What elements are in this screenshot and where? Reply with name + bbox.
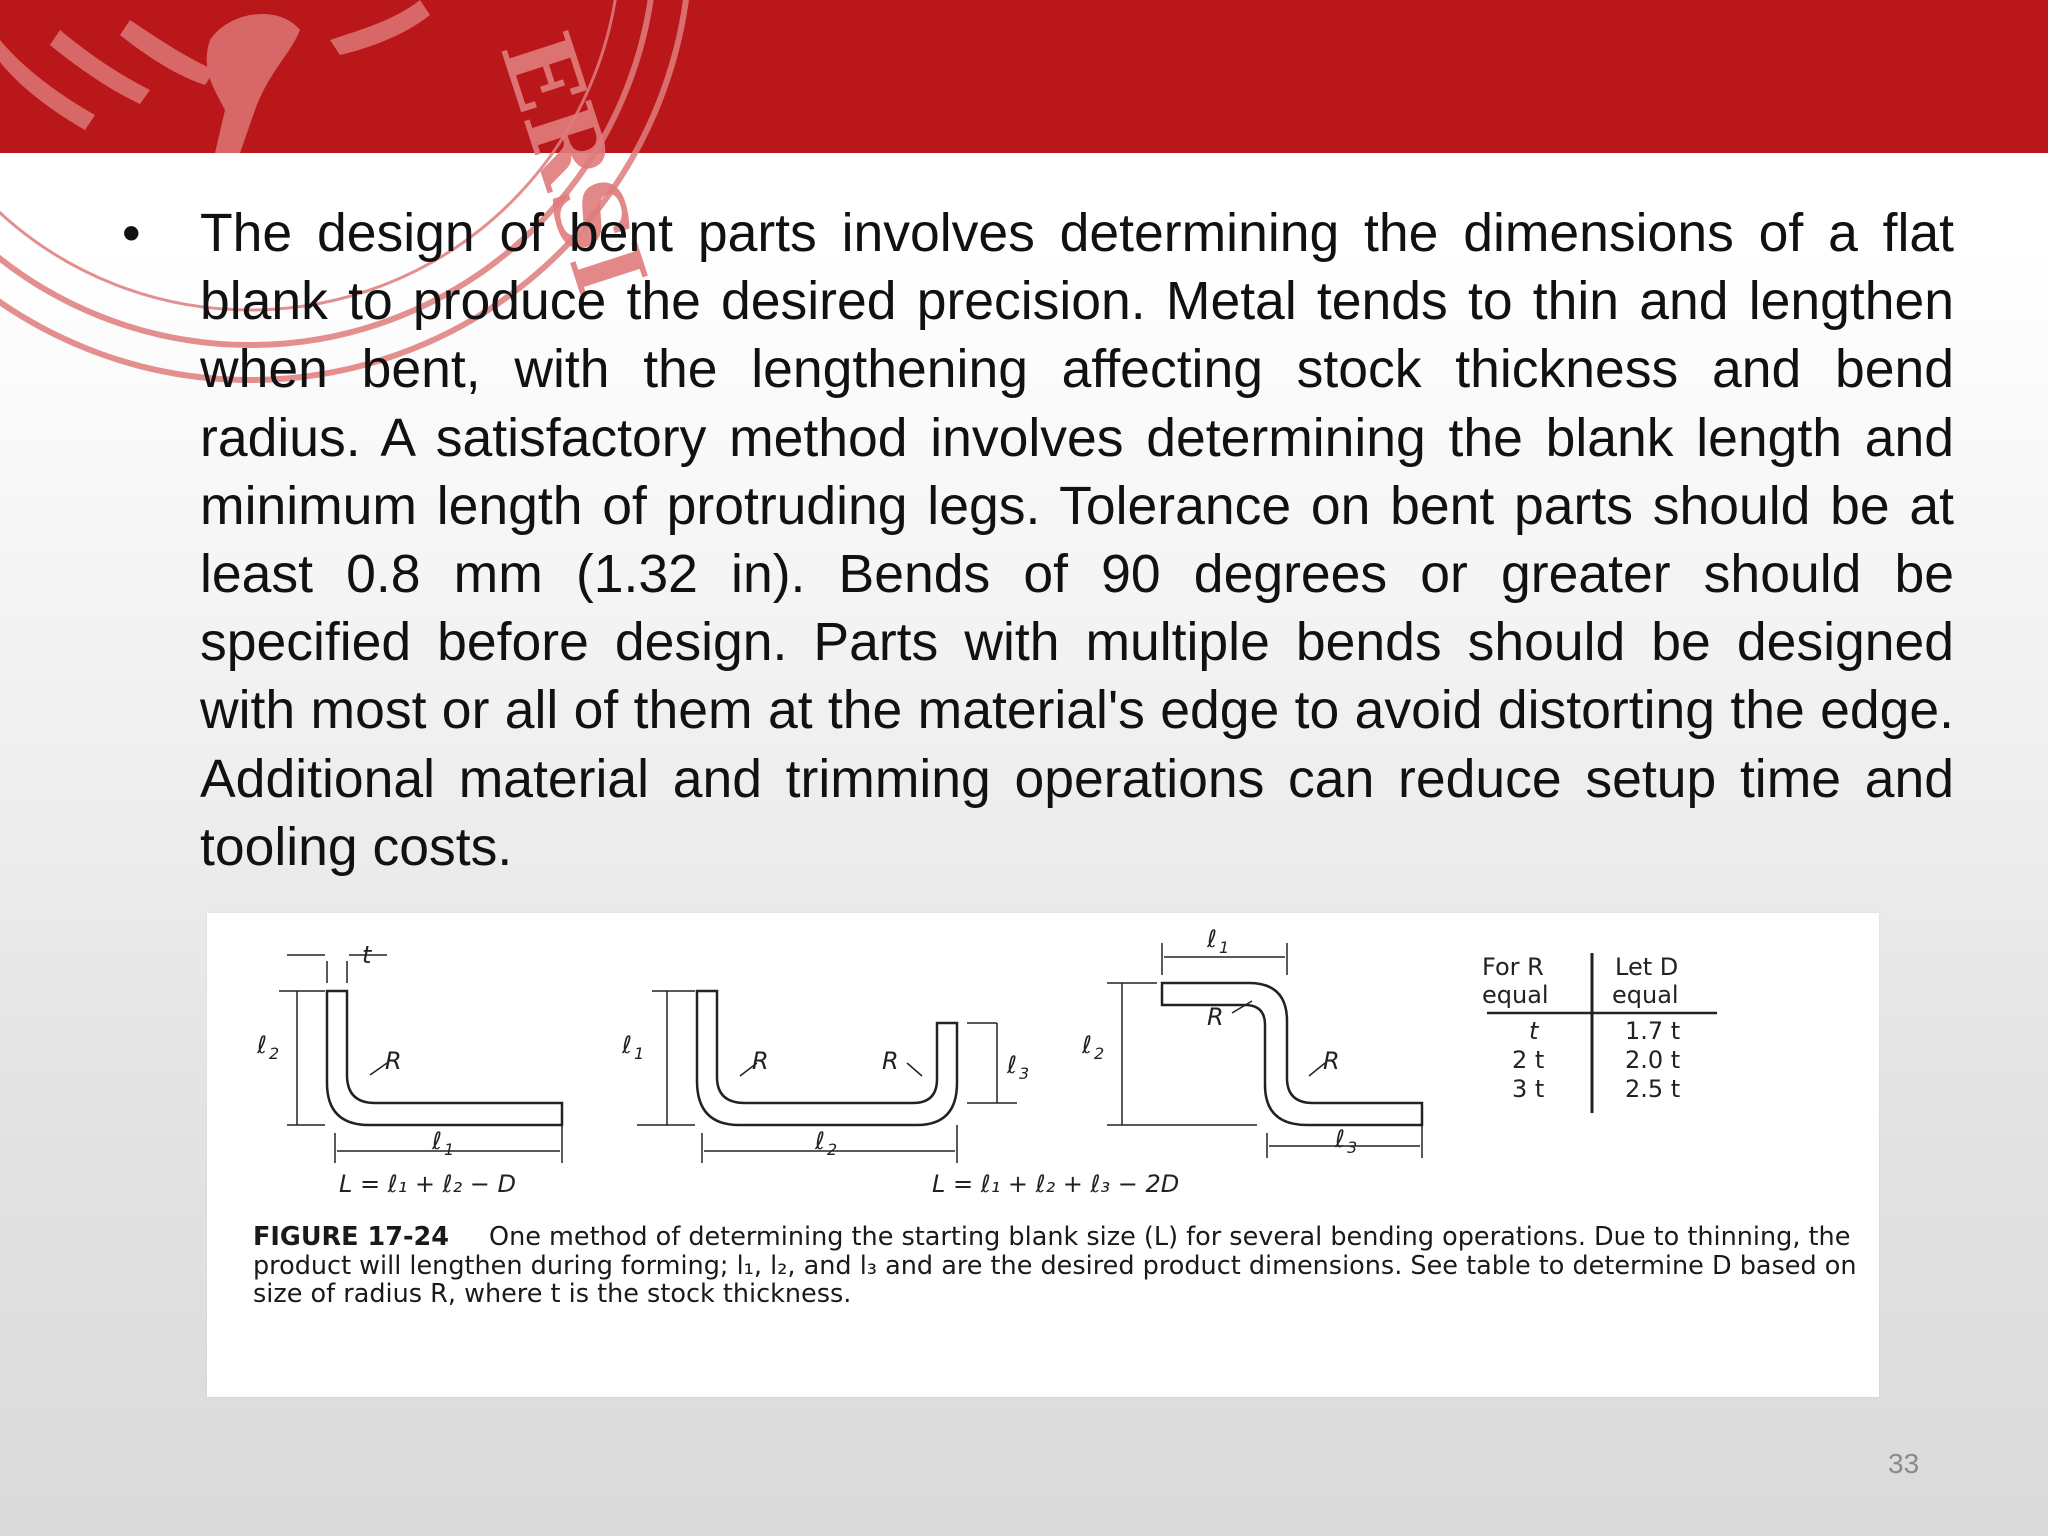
label-R-part1: R bbox=[385, 1047, 402, 1075]
figure-number: FIGURE 17-24 bbox=[253, 1222, 450, 1252]
table-row-2-r: 2 t bbox=[1512, 1046, 1545, 1074]
label-l2-part3: ℓ bbox=[1082, 1031, 1092, 1059]
label-l3-part3: ℓ bbox=[1335, 1125, 1345, 1153]
label-R-part3-bottom: R bbox=[1323, 1047, 1340, 1075]
label-l1-part3-sub: 1 bbox=[1219, 938, 1230, 957]
part-1-outer bbox=[327, 991, 562, 1125]
university-seal-logo bbox=[0, 0, 720, 309]
label-l2-part2-sub: 2 bbox=[827, 1140, 838, 1159]
part-2-outer bbox=[697, 991, 957, 1125]
label-l1-part2-sub: 1 bbox=[634, 1044, 645, 1063]
seal-lettering: ERSI bbox=[478, 19, 669, 309]
label-l1-part3: ℓ bbox=[1207, 925, 1217, 953]
table-row-3-r: 3 t bbox=[1512, 1075, 1545, 1103]
table-row-1-r: t bbox=[1529, 1017, 1539, 1045]
table-head-left-2: equal bbox=[1482, 981, 1549, 1009]
label-l2-part1-sub: 2 bbox=[269, 1044, 280, 1063]
label-R-part2-right: R bbox=[882, 1047, 899, 1075]
table-head-right-2: equal bbox=[1612, 981, 1679, 1009]
label-l2-part1: ℓ bbox=[257, 1031, 267, 1059]
label-l3-part3-sub: 3 bbox=[1347, 1138, 1358, 1157]
formula-2: L = ℓ₁ + ℓ₂ + ℓ₃ − 2D bbox=[932, 1170, 1180, 1198]
label-R-part3-top: R bbox=[1207, 1003, 1224, 1031]
formula-1: L = ℓ₁ + ℓ₂ − D bbox=[339, 1170, 517, 1198]
label-t: t bbox=[362, 941, 372, 969]
label-l3-part2: ℓ bbox=[1007, 1051, 1017, 1079]
table-head-right-1: Let D bbox=[1615, 953, 1679, 981]
label-R-part2-left: R bbox=[752, 1047, 769, 1075]
figure-image bbox=[207, 913, 1879, 1397]
header-bar bbox=[0, 0, 2048, 309]
label-l1-part2: ℓ bbox=[622, 1031, 632, 1059]
label-l3-part2-sub: 3 bbox=[1019, 1064, 1030, 1083]
table-row-1-d: 1.7 t bbox=[1625, 1017, 1681, 1045]
figure-caption bbox=[253, 1223, 1863, 1309]
part-3-outer bbox=[1162, 983, 1422, 1125]
page-number: 33 bbox=[1888, 1448, 1920, 1479]
label-l2-part3-sub: 2 bbox=[1094, 1044, 1105, 1063]
bullet-paragraph: The design of bent parts involves determining the dimensions of a flat blank to produce the desired precision. Metal tends to thin and lengthen when bent, with the lengthening affecting stock thickness and bend radius. A satisfactory method involves determining the blank length and minimum length of protruding legs. Tolerance on bent parts should be at least 0.8 mm (1.32 in). Bends of 90 degrees or greater should be specified before design. Parts with multiple bends should be designed with most or all of them at the material's edge to avoid distorting the edge. Additional material and trimming operations can reduce setup time and tooling costs. bbox=[200, 204, 1954, 877]
bullet-marker: • bbox=[122, 204, 141, 263]
table-head-left-1: For R bbox=[1482, 953, 1544, 981]
label-l1-part1-sub: 1 bbox=[444, 1140, 455, 1159]
table-row-2-d: 2.0 t bbox=[1625, 1046, 1681, 1074]
table-row-3-d: 2.5 t bbox=[1625, 1075, 1681, 1103]
bending-diagram bbox=[207, 913, 1879, 1213]
figure-caption-text: One method of determining the starting blank size (L) for several bending operations. Due to thinning, the product will lengthen during forming; l₁, l₂, and l₃ and are the desired product dimensions. See table to determine D based on size of radius R, where t is the stock thickness. bbox=[253, 1222, 1857, 1309]
label-l1-part1: ℓ bbox=[432, 1127, 442, 1155]
label-l2-part2: ℓ bbox=[815, 1127, 825, 1155]
